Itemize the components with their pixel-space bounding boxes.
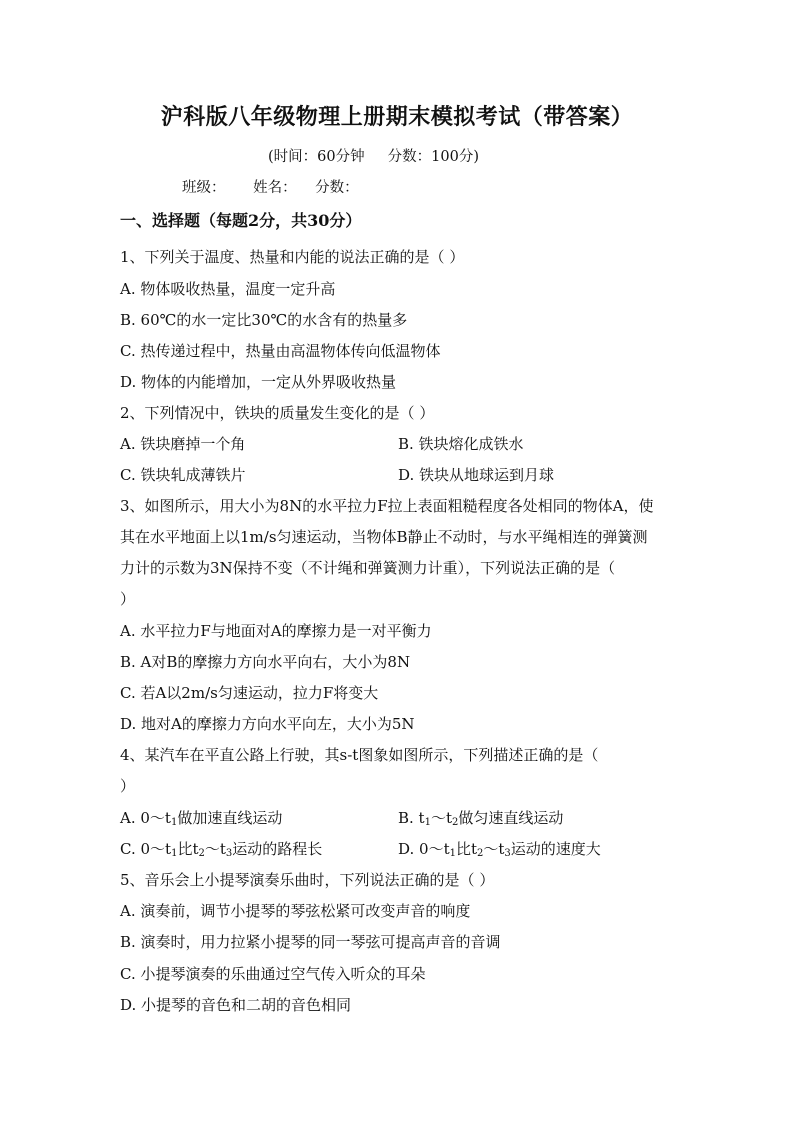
question-3-stem-line-2: 其在水平地面上以1m/s匀速运动，当物体B静止不动时，与水平绳相连的弹簧测 (120, 528, 648, 546)
question-3-stem-line-1: 3、如图所示，用大小为8N的水平拉力F拉上表面粗糙程度各处相同的物体A，使 (120, 497, 654, 515)
question-4-stem-line-2: ） (120, 777, 136, 795)
question-2-option-c: C. 铁块轧成薄铁片 (120, 466, 246, 484)
page-title: 沪科版八年级物理上册期末模拟考试（带答案） (160, 104, 634, 130)
question-4-option-b: B. $t_1\sim t_2$做匀速直线运动 (398, 809, 564, 828)
question-4-stem-line-1: 4、某汽车在平直公路上行驶，其s-t图象如图所示，下列描述正确的是（ (120, 746, 599, 764)
question-2-option-d: D. 铁块从地球运到月球 (398, 466, 555, 484)
exam-time-score: (时间：60分钟 分数：100分) (268, 149, 479, 165)
question-2-option-b: B. 铁块熔化成铁水 (398, 435, 524, 453)
question-4-option-d: D. $0\sim t_1$比$t_2\sim t_3$运动的速度大 (398, 840, 601, 859)
question-1-option-b: B. 60℃的水一定比30℃的水含有的热量多 (120, 311, 408, 329)
question-3-option-b: B. A对B的摩擦力方向水平向右，大小为8N (120, 653, 411, 671)
question-3-stem-line-4: ） (120, 590, 136, 608)
question-5-option-d: D. 小提琴的音色和二胡的音色相同 (120, 996, 352, 1014)
question-4-option-a: A. $0\sim t_1$做加速直线运动 (120, 809, 283, 828)
question-3-option-a: A. 水平拉力F与地面对A的摩擦力是一对平衡力 (120, 622, 432, 640)
question-5-option-c: C. 小提琴演奏的乐曲通过空气传入听众的耳朵 (120, 965, 426, 983)
question-4-option-c: C. $0\sim t_1$比$t_2\sim t_3$运动的路程长 (120, 840, 323, 859)
student-info-line: 班级： 姓名： 分数： (182, 180, 359, 196)
question-1-option-c: C. 热传递过程中，热量由高温物体传向低温物体 (120, 342, 441, 360)
question-5-option-b: B. 演奏时，用力拉紧小提琴的同一琴弦可提高声音的音调 (120, 933, 501, 951)
question-1-option-d: D. 物体的内能增加，一定从外界吸收热量 (120, 373, 397, 391)
question-2-option-a: A. 铁块磨掉一个角 (120, 435, 246, 453)
question-2-stem: 2、下列情况中，铁块的质量发生变化的是（ ） (120, 404, 435, 422)
question-5-stem: 5、音乐会上小提琴演奏乐曲时，下列说法正确的是（ ） (120, 871, 495, 889)
question-3-option-c: C. 若A以2m/s匀速运动，拉力F将变大 (120, 684, 379, 702)
question-1-stem: 1、下列关于温度、热量和内能的说法正确的是（ ） (120, 248, 465, 266)
section-heading-choice: 一、选择题（每题2分，共30分） (120, 211, 362, 230)
question-1-option-a: A. 物体吸收热量，温度一定升高 (120, 280, 336, 298)
question-5-option-a: A. 演奏前，调节小提琴的琴弦松紧可改变声音的响度 (120, 902, 471, 920)
question-3-option-d: D. 地对A的摩擦力方向水平向左，大小为5N (120, 715, 415, 733)
question-3-stem-line-3: 力计的示数为3N保持不变（不计绳和弹簧测力计重），下列说法正确的是（ (120, 559, 616, 577)
